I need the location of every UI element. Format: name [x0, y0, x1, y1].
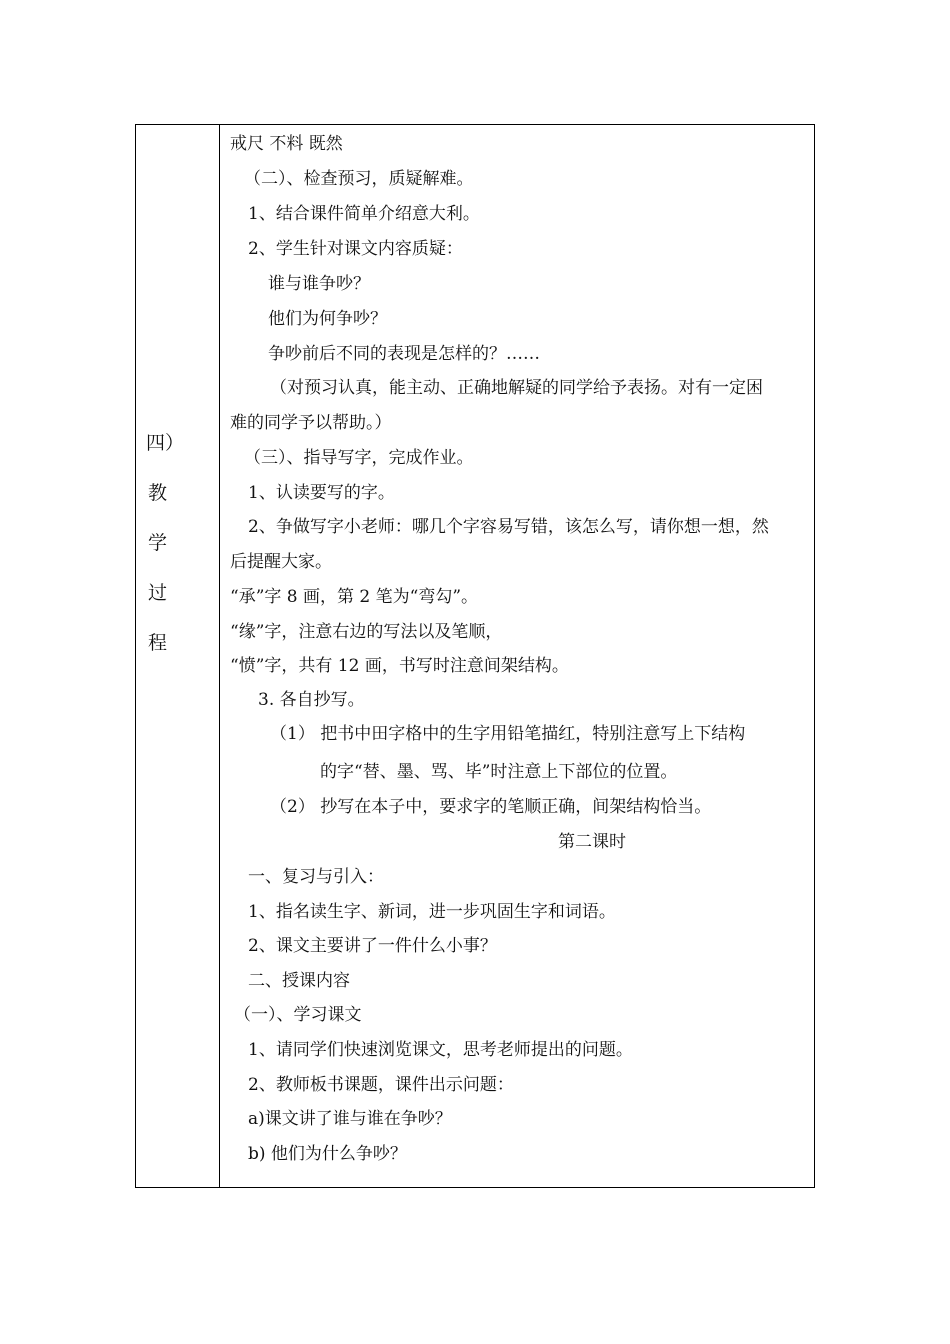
content-line: 一、复习与引入：	[248, 867, 384, 887]
column-divider	[219, 125, 220, 1187]
content-line: 2、学生针对课文内容质疑：	[248, 239, 463, 259]
content-line: “缘”字，注意右边的写法以及笔顺，	[230, 622, 503, 642]
content-line: “承”字 8 画，第 2 笔为“弯勾”。	[230, 587, 479, 607]
content-line: （1） 把书中田字格中的生字用铅笔描红，特别注意写上下结构	[270, 724, 746, 744]
content-line: 2、教师板书课题，课件出示问题：	[248, 1075, 514, 1095]
section-label-cell	[136, 125, 219, 1187]
content-line: 谁与谁争吵？	[268, 274, 370, 294]
content-line: 后提醒大家。	[230, 552, 332, 572]
content-line: 2、争做写字小老师：哪几个字容易写错，该怎么写，请你想一想，然	[248, 517, 769, 537]
content-line: （一）、学习课文	[234, 1005, 362, 1025]
content-line: 戒尺 不料 既然	[230, 134, 343, 154]
content-line: 1、结合课件简单介绍意大利。	[248, 204, 480, 224]
section-label-char: 过	[148, 582, 168, 604]
section-label-char: 四）	[146, 432, 185, 454]
lesson-table	[135, 124, 815, 1188]
section-label-char: 学	[148, 532, 168, 554]
content-line: 2、课文主要讲了一件什么小事？	[248, 936, 497, 956]
content-line: 3. 各自抄写。	[258, 690, 365, 710]
content-line: “愤”字，共有 12 画，书写时注意间架结构。	[230, 656, 569, 676]
content-line: 1、认读要写的字。	[248, 483, 395, 503]
content-line: 二、授课内容	[248, 971, 350, 991]
content-line: 1、指名读生字、新词，进一步巩固生字和词语。	[248, 902, 616, 922]
content-line: a)课文讲了谁与谁在争吵？	[248, 1109, 452, 1129]
content-line: （对预习认真，能主动、正确地解疑的同学给予表扬。对有一定困	[270, 378, 763, 398]
content-line: 他们为何争吵？	[268, 309, 387, 329]
lesson-subheading: 第二课时	[558, 832, 626, 852]
content-line: 1、请同学们快速浏览课文，思考老师提出的问题。	[248, 1040, 633, 1060]
content-line: 争吵前后不同的表现是怎样的？……	[268, 344, 540, 364]
section-label-char: 程	[148, 632, 168, 654]
content-line: 的字“替、墨、骂、毕”时注意上下部位的位置。	[320, 762, 678, 782]
content-line: （2） 抄写在本子中，要求字的笔顺正确，间架结构恰当。	[270, 797, 712, 817]
section-label-char: 教	[148, 482, 168, 504]
content-line: （二）、检查预习，质疑解难。	[244, 169, 474, 189]
content-line: b) 他们为什么争吵？	[248, 1144, 407, 1164]
content-line: （三）、指导写字，完成作业。	[244, 448, 474, 468]
content-line: 难的同学予以帮助。）	[230, 413, 392, 433]
